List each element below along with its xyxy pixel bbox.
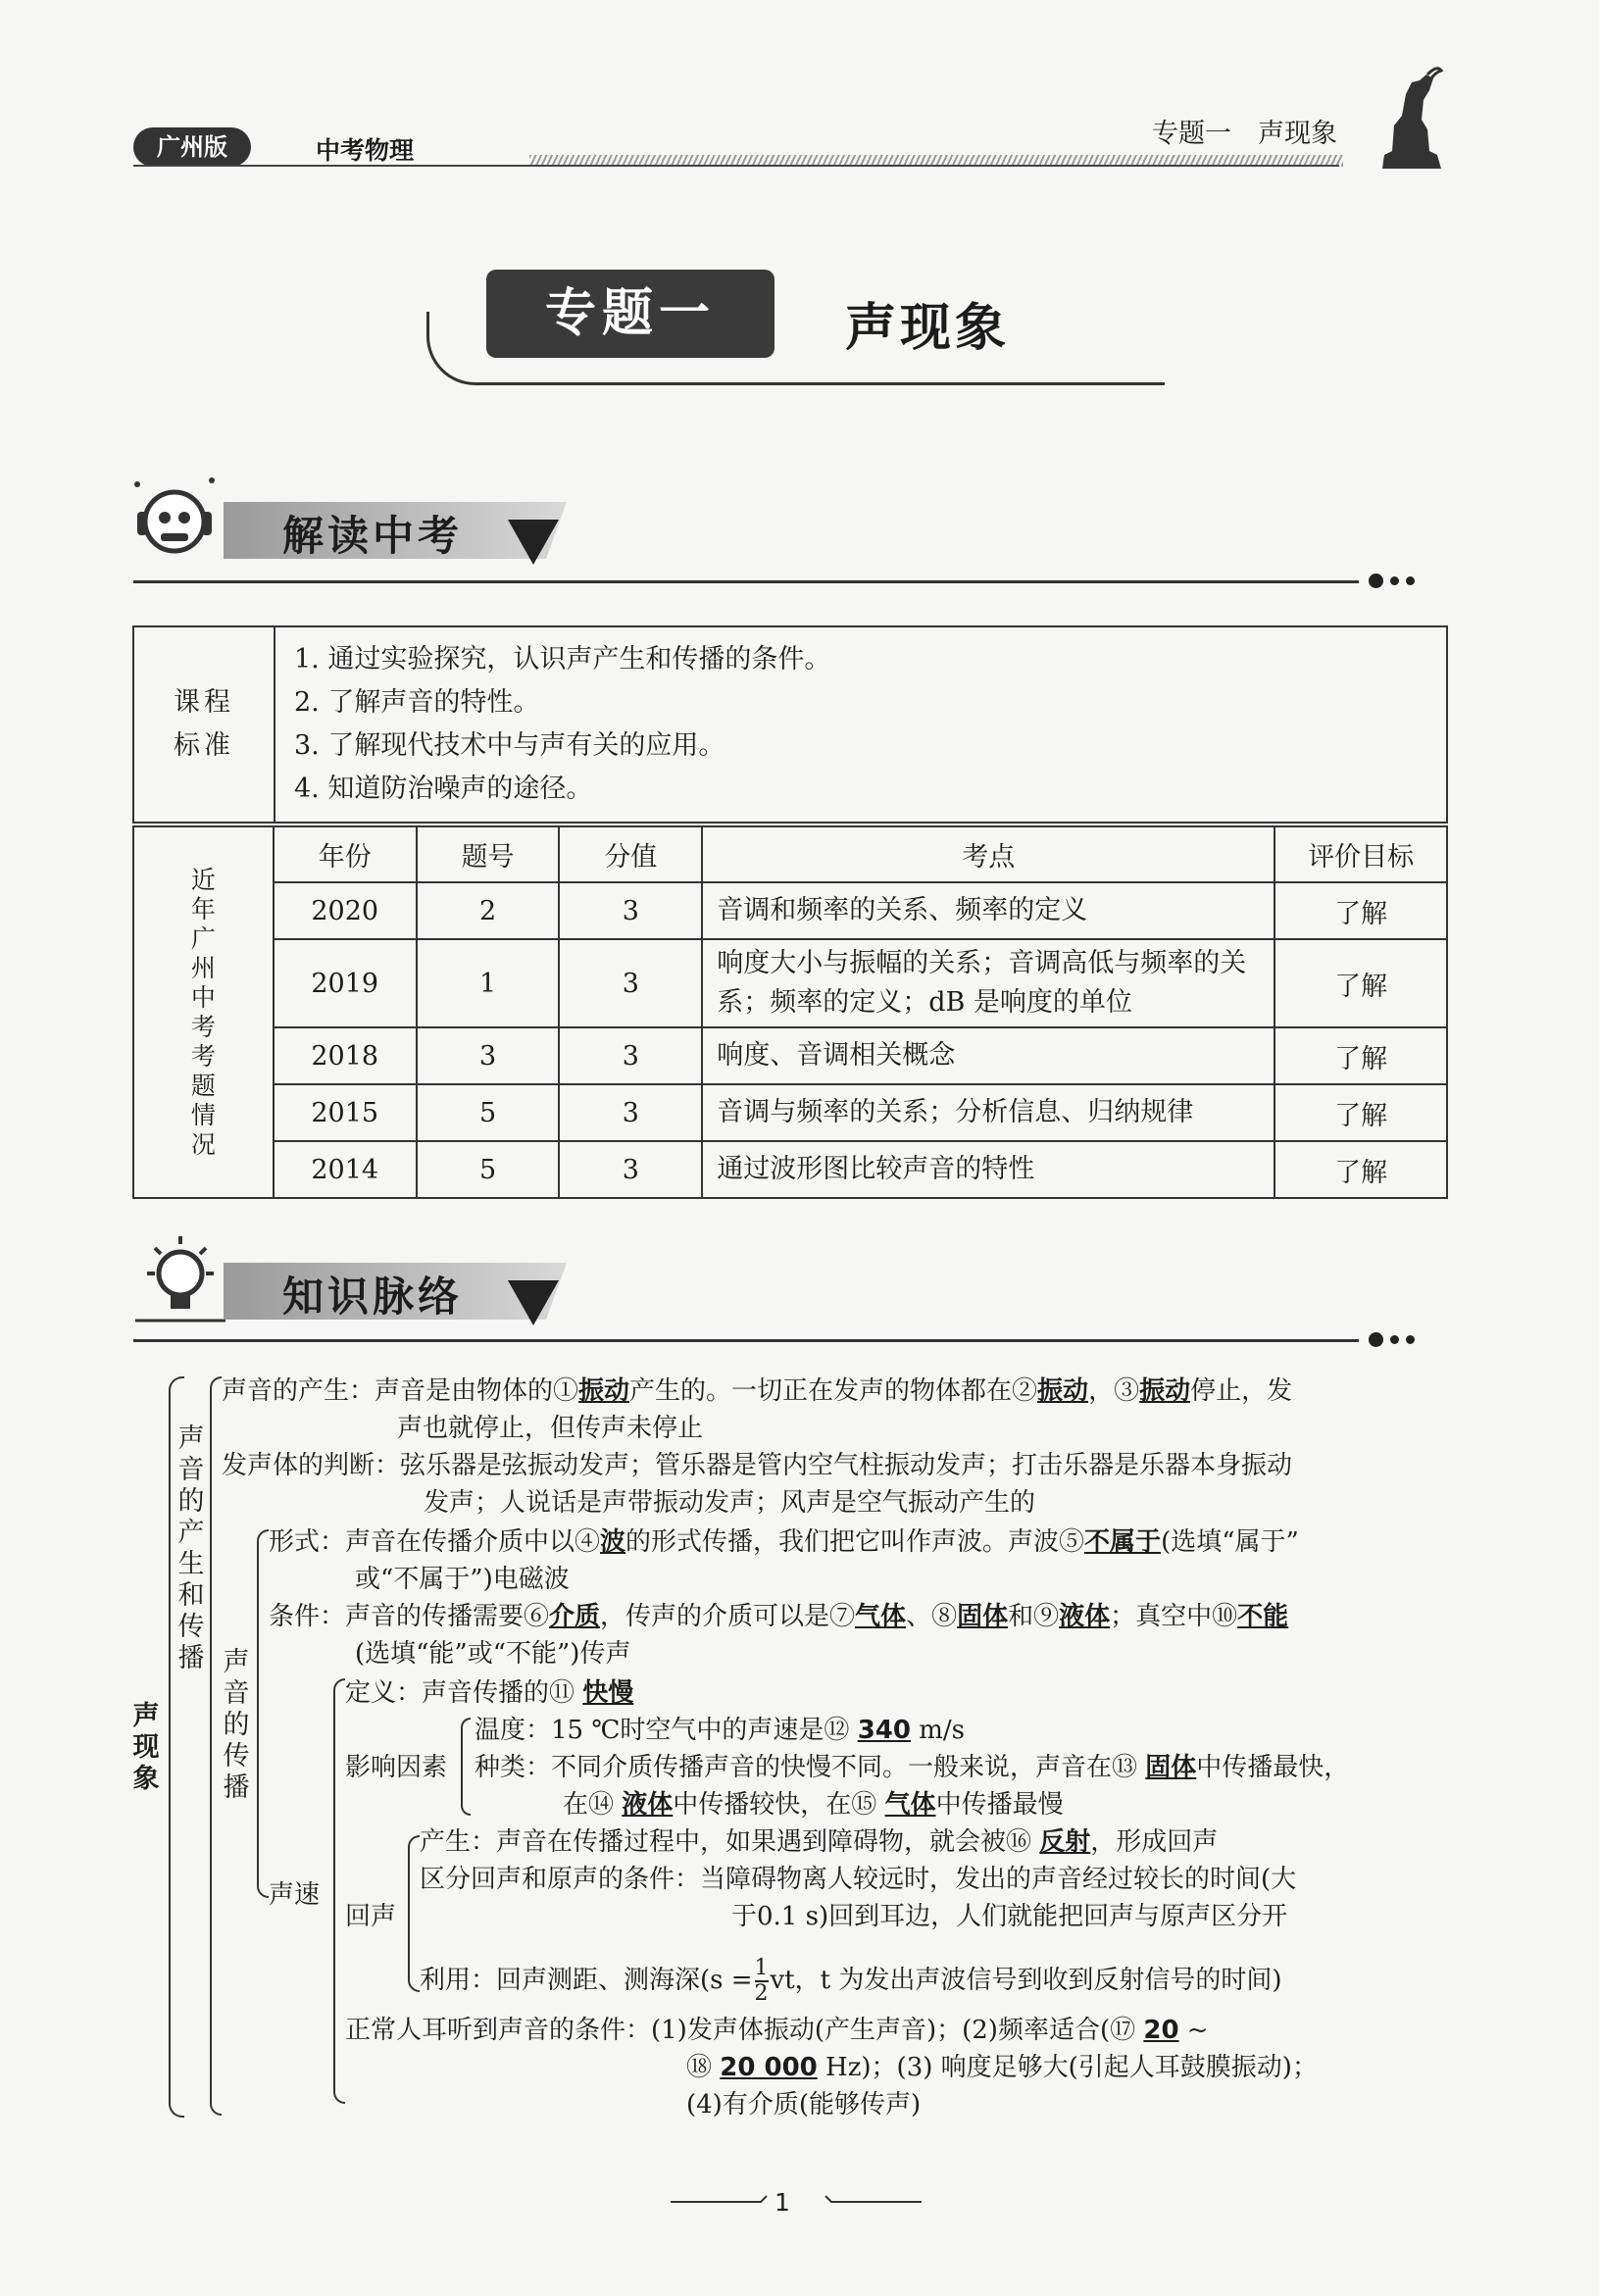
answer-blank: 固体 xyxy=(957,1602,1009,1631)
answer-blank: 不能 xyxy=(1237,1602,1289,1631)
triangle-icon xyxy=(508,1280,559,1325)
dot-icon xyxy=(1369,1332,1383,1347)
cell-year: 2020 xyxy=(274,882,417,939)
header-subject: 中考物理 xyxy=(316,136,415,165)
cell-score: 3 xyxy=(559,882,702,939)
list-item: 3. 了解现代技术中与声有关的应用。 xyxy=(294,730,725,761)
section-title: 解读中考 xyxy=(282,512,464,560)
cell-point: 音调与频率的关系；分析信息、归纳规律 xyxy=(702,1084,1274,1141)
branch-label: 声音的传播 xyxy=(223,1647,250,1803)
list-item: 2. 了解声音的特性。 xyxy=(294,687,540,718)
cell-score: 3 xyxy=(559,1084,702,1141)
cell-year: 2015 xyxy=(274,1084,417,1141)
mindmap-line: 发声体的判断：弦乐器是弦振动发声；管乐器是管内空气柱振动发声；打击乐器是乐器本身振动 xyxy=(222,1451,1293,1480)
cell-point: 音调和频率的关系、频率的定义 xyxy=(702,882,1274,939)
cell-number: 2 xyxy=(417,882,560,939)
cell-goal: 了解 xyxy=(1274,939,1447,1027)
cell-number: 3 xyxy=(417,1027,560,1084)
cell-point: 响度、音调相关概念 xyxy=(702,1027,1274,1084)
mindmap-line: 种类：不同介质传播声音的快慢不同。一般来说，声音在⑬ 固体中传播最快， xyxy=(475,1753,1350,1782)
goat-statue-icon xyxy=(1373,61,1451,171)
mindmap-line: 形式：声音在传播介质中以④波的形式传播，我们把它叫作声波。声波⑤不属于(选填“属于” xyxy=(269,1527,1299,1557)
mindmap-line: 在⑭ 液体中传播较快，在⑮ 气体中传播最慢 xyxy=(563,1790,1064,1820)
cell-number: 5 xyxy=(417,1141,560,1198)
root-label: 声现象 xyxy=(132,1701,160,1794)
mindmap-line: (4)有介质(能够传声) xyxy=(686,2090,922,2120)
list-item: 1. 通过实验探究，认识声产生和传播的条件。 xyxy=(294,644,831,674)
section-rule xyxy=(133,580,1359,583)
table-row xyxy=(133,1084,1447,1141)
mindmap-line: 区分回声和原声的条件：当障碍物离人较远时，发出的声音经过较长的时间(大 xyxy=(420,1865,1297,1894)
answer-blank: 20 xyxy=(1143,2016,1179,2045)
answer-blank: 20 000 xyxy=(720,2053,818,2082)
answer-blank: 液体 xyxy=(622,1790,674,1820)
brace-b2 xyxy=(257,1529,269,1898)
cell-goal: 了解 xyxy=(1274,1141,1447,1198)
answer-blank: 不属于 xyxy=(1084,1527,1162,1557)
cell-point: 响度大小与振幅的关系；音调高低与频率的关系；频率的定义；dB 是响度的单位 xyxy=(702,939,1274,1027)
node-label: 回声 xyxy=(345,1902,397,1931)
table-row xyxy=(133,1027,1447,1084)
header-topic: 专题一 声现象 xyxy=(1152,119,1337,149)
mindmap-line: 定义：声音传播的⑪ 快慢 xyxy=(345,1678,634,1708)
cell-number: 1 xyxy=(417,939,560,1027)
edition-badge: 广州版 xyxy=(133,127,251,167)
cell-goal: 了解 xyxy=(1274,1027,1447,1084)
answer-blank: 振动 xyxy=(1037,1376,1089,1406)
dot-icon xyxy=(1390,576,1399,585)
column-header: 分值 xyxy=(559,826,702,882)
fraction-numerator: 1 xyxy=(754,1956,769,1980)
mindmap-line: 条件：声音的传播需要⑥介质，传声的介质可以是⑦气体、⑧固体和⑨液体；真空中⑩不能 xyxy=(269,1602,1289,1631)
column-header: 评价目标 xyxy=(1274,826,1447,882)
triangle-icon xyxy=(508,520,559,565)
exam-table xyxy=(132,825,1448,1199)
cell-score: 3 xyxy=(559,1141,702,1198)
dot-icon xyxy=(1390,1335,1399,1344)
lightbulb-icon xyxy=(133,1230,227,1328)
brace-b1 xyxy=(210,1376,222,2116)
answer-blank: 介质 xyxy=(549,1602,601,1631)
answer-blank: 气体 xyxy=(884,1790,936,1820)
cell-year: 2014 xyxy=(274,1141,417,1198)
node-label: 声速 xyxy=(269,1880,321,1910)
brace-factors xyxy=(461,1718,471,1816)
column-header: 考点 xyxy=(702,826,1274,882)
node-label: 影响因素 xyxy=(345,1753,448,1782)
column-header: 题号 xyxy=(417,826,560,882)
standards-list xyxy=(275,626,1447,823)
answer-blank: 快慢 xyxy=(582,1678,634,1708)
dot-icon xyxy=(1369,574,1383,588)
mindmap-line: 发声；人说话是声带振动发声；风声是空气振动产生的 xyxy=(424,1488,1036,1518)
answer-blank: 振动 xyxy=(1139,1376,1191,1406)
answer-blank: 340 xyxy=(857,1716,911,1745)
mindmap-line: 于0.1 s)回到耳边，人们就能把回声与原声区分开 xyxy=(731,1902,1288,1931)
answer-blank: 振动 xyxy=(578,1376,630,1406)
standards-label: 课程标准 xyxy=(133,626,275,823)
cell-score: 3 xyxy=(559,1027,702,1084)
cell-number: 5 xyxy=(417,1084,560,1141)
brace-echo xyxy=(408,1835,420,1992)
mindmap-line: 温度：15 ℃时空气中的声速是⑫ 340 m/s xyxy=(475,1716,966,1745)
dot-icon xyxy=(1406,1335,1415,1344)
mindmap-line: 声音的产生：声音是由物体的①振动产生的。一切正在发声的物体都在②振动，③振动停止，发 xyxy=(222,1376,1293,1406)
list-item: 4. 知道防治噪声的途径。 xyxy=(294,774,593,804)
section-title: 知识脉络 xyxy=(282,1273,464,1321)
mindmap-line: ⑱ 20 000 Hz)；(3) 响度足够大(引起人耳鼓膜振动)； xyxy=(686,2053,1318,2082)
topic-label-box: 专题一 xyxy=(486,270,775,358)
dot-icon xyxy=(1406,576,1415,585)
fraction-denominator: 2 xyxy=(754,1981,769,2006)
mindmap-line: 或“不属于”)电磁波 xyxy=(355,1565,570,1594)
brace-speed xyxy=(333,1678,345,2104)
table-row xyxy=(133,939,1447,1027)
mindmap-line: 正常人耳听到声音的条件：(1)发声体振动(产生声音)；(2)频率适合(⑰ 20 ~ xyxy=(345,2016,1209,2045)
mindmap-line: (选填“能”或“不能”)传声 xyxy=(355,1639,631,1669)
answer-blank: 反射 xyxy=(1039,1827,1091,1857)
page-number-ornament xyxy=(669,2192,924,2212)
mindmap-line: 利用：回声测距、测海深(s = $\frac{1}{2}$ vt，t 为发出声波信号到收到反射信号的时间) xyxy=(420,1956,1282,2006)
cell-goal: 了解 xyxy=(1274,1084,1447,1141)
branch-label: 声音的产生和传播 xyxy=(177,1423,205,1673)
mindmap-line: 声也就停止，但传声未停止 xyxy=(397,1414,704,1443)
topic-title: 声现象 xyxy=(845,299,1011,358)
exam-label: 近年广州中考考题情况 xyxy=(133,826,274,1198)
cell-goal: 了解 xyxy=(1274,882,1447,939)
table-row xyxy=(133,882,1447,939)
standards-table xyxy=(132,625,1448,824)
header-rule xyxy=(133,165,1339,167)
answer-blank: 液体 xyxy=(1059,1602,1111,1631)
cell-point: 通过波形图比较声音的特性 xyxy=(702,1141,1274,1198)
headset-robot-icon xyxy=(129,473,220,563)
answer-blank: 固体 xyxy=(1145,1753,1197,1782)
cell-year: 2019 xyxy=(274,939,417,1027)
section-rule xyxy=(133,1339,1359,1342)
cell-year: 2018 xyxy=(274,1027,417,1084)
answer-blank: 气体 xyxy=(855,1602,907,1631)
column-header: 年份 xyxy=(274,826,417,882)
page-number: 1 xyxy=(775,2188,790,2217)
mindmap-line: 产生：声音在传播过程中，如果遇到障碍物，就会被⑯ 反射，形成回声 xyxy=(420,1827,1219,1857)
cell-score: 3 xyxy=(559,939,702,1027)
answer-blank: 波 xyxy=(600,1527,626,1557)
table-row xyxy=(133,1141,1447,1198)
